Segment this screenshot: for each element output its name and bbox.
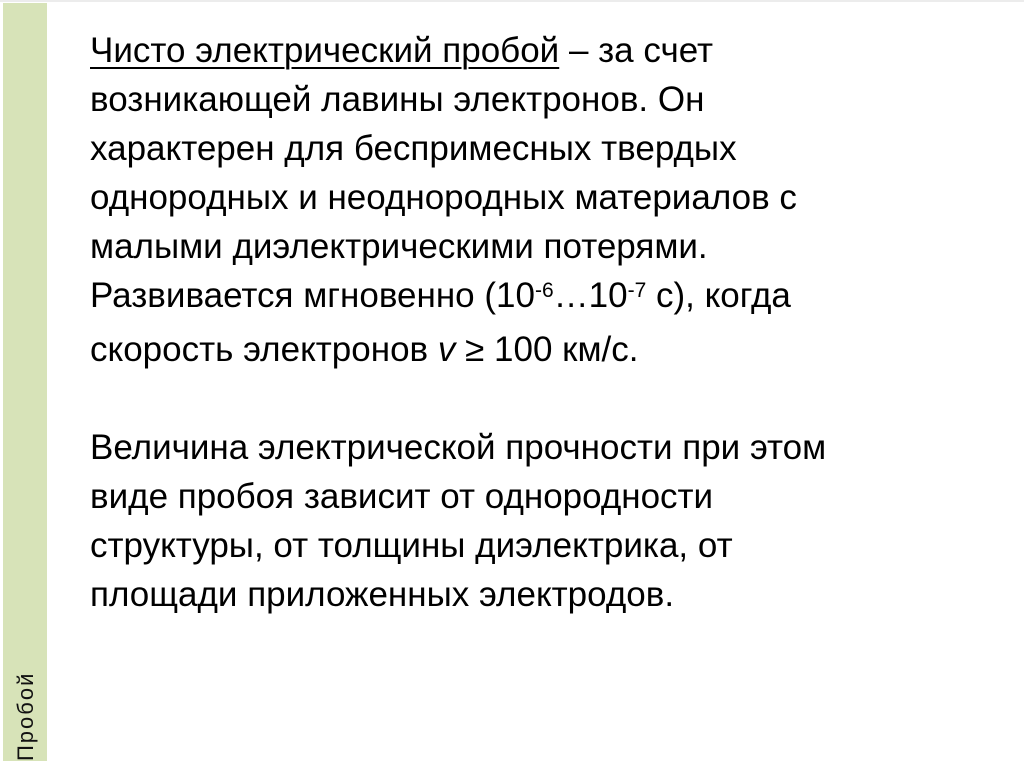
paragraph-2 (90, 423, 990, 619)
text-segment: …10 (553, 276, 628, 315)
text-segment: с), когда (646, 276, 791, 315)
text-segment: малыми диэлектрическими потерями. (90, 227, 708, 266)
text-line (90, 423, 990, 472)
text-line (90, 26, 990, 75)
text-segment: ≥ 100 км/с. (455, 330, 639, 369)
text-line (90, 570, 990, 619)
text-segment: структуры, от толщины диэлектрика, от (90, 526, 733, 565)
text-segment: площади приложенных электродов. (90, 575, 675, 614)
slide-side-strip (3, 3, 47, 761)
text-segment: возникающей лавины электронов. Он (90, 80, 705, 119)
text-line (90, 173, 990, 222)
paragraph-1 (90, 26, 990, 374)
text-segment: -6 (534, 278, 554, 302)
text-segment: однородных и неоднородных материалов с (90, 178, 797, 217)
slide-text-block (90, 26, 990, 619)
text-segment: Величина электрической прочности при этом (90, 428, 827, 467)
text-line (90, 124, 990, 173)
text-line (90, 271, 990, 325)
text-line (90, 521, 990, 570)
slide-top-edge (0, 0, 1024, 2)
text-segment: – за счет (559, 31, 714, 70)
text-segment: -7 (627, 278, 647, 302)
text-line (90, 75, 990, 124)
text-segment: Развивается мгновенно (10 (90, 276, 535, 315)
text-segment: Чисто электрический пробой (90, 31, 560, 70)
text-line (90, 325, 990, 374)
text-segment: характерен для беспримесных твердых (90, 129, 737, 168)
text-segment: скорость электронов (90, 330, 438, 369)
text-line (90, 222, 990, 271)
text-segment: v (437, 330, 456, 369)
text-segment: виде пробоя зависит от однородности (90, 477, 714, 516)
slide-section-label: Пробой (13, 671, 38, 761)
text-line (90, 472, 990, 521)
